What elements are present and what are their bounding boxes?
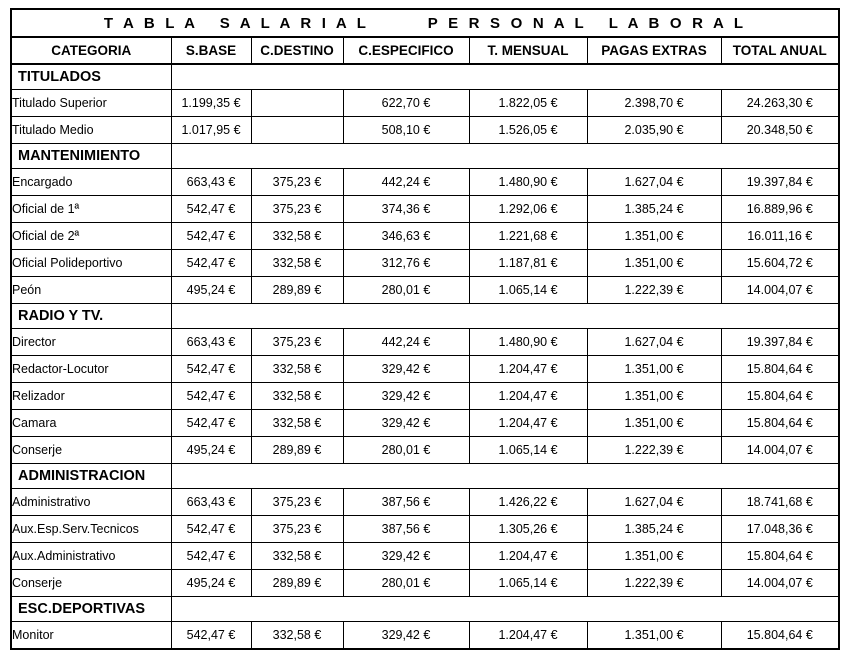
cell-sbase: 495,24 €: [171, 277, 251, 304]
cell-tmensual: 1.065,14 €: [469, 277, 587, 304]
cell-categoria: Titulado Medio: [11, 117, 171, 144]
cell-pagas: 1.385,24 €: [587, 196, 721, 223]
cell-cdestino: 332,58 €: [251, 223, 343, 250]
section-title-mantenimiento: MANTENIMIENTO: [11, 144, 171, 169]
cell-anual: 16.011,16 €: [721, 223, 839, 250]
cell-cdestino: 375,23 €: [251, 169, 343, 196]
cell-sbase: 1.199,35 €: [171, 90, 251, 117]
cell-tmensual: 1.292,06 €: [469, 196, 587, 223]
cell-sbase: 542,47 €: [171, 250, 251, 277]
cell-cespecifico: 329,42 €: [343, 543, 469, 570]
cell-cdestino: 332,58 €: [251, 383, 343, 410]
cell-pagas: 1.222,39 €: [587, 437, 721, 464]
cell-cespecifico: 387,56 €: [343, 516, 469, 543]
cell-cespecifico: 312,76 €: [343, 250, 469, 277]
document-title: [11, 9, 839, 37]
cell-anual: 20.348,50 €: [721, 117, 839, 144]
table-header-row: [11, 37, 839, 64]
column-header-sbase: S.BASE: [171, 37, 251, 64]
column-header-categoria: CATEGORIA: [11, 37, 171, 64]
cell-pagas: 1.627,04 €: [587, 329, 721, 356]
cell-cdestino: [251, 117, 343, 144]
cell-sbase: 542,47 €: [171, 356, 251, 383]
cell-cdestino: 289,89 €: [251, 277, 343, 304]
column-header-cdestino: C.DESTINO: [251, 37, 343, 64]
section-blank: [171, 144, 839, 169]
cell-categoria: Director: [11, 329, 171, 356]
cell-anual: 15.804,64 €: [721, 383, 839, 410]
cell-sbase: 663,43 €: [171, 169, 251, 196]
table-row: [11, 196, 839, 223]
cell-tmensual: 1.065,14 €: [469, 437, 587, 464]
cell-sbase: 663,43 €: [171, 329, 251, 356]
cell-sbase: 542,47 €: [171, 622, 251, 650]
section-header-row: [11, 597, 839, 622]
cell-pagas: 1.385,24 €: [587, 516, 721, 543]
salary-table: [10, 8, 840, 650]
table-row: [11, 383, 839, 410]
cell-categoria: Relizador: [11, 383, 171, 410]
table-row: [11, 622, 839, 650]
cell-categoria: Oficial de 1ª: [11, 196, 171, 223]
cell-categoria: Monitor: [11, 622, 171, 650]
cell-tmensual: 1.480,90 €: [469, 329, 587, 356]
column-header-total-anual: TOTAL ANUAL: [721, 37, 839, 64]
cell-categoria: Aux.Administrativo: [11, 543, 171, 570]
cell-pagas: 1.222,39 €: [587, 570, 721, 597]
cell-anual: 18.741,68 €: [721, 489, 839, 516]
cell-cdestino: 332,58 €: [251, 356, 343, 383]
cell-pagas: 1.351,00 €: [587, 543, 721, 570]
cell-anual: 16.889,96 €: [721, 196, 839, 223]
cell-tmensual: 1.065,14 €: [469, 570, 587, 597]
section-header-row: [11, 64, 839, 90]
table-title-row: [11, 9, 839, 37]
cell-sbase: 542,47 €: [171, 196, 251, 223]
cell-cdestino: 375,23 €: [251, 329, 343, 356]
section-title-titulados: TITULADOS: [11, 64, 171, 90]
cell-sbase: 495,24 €: [171, 570, 251, 597]
cell-pagas: 2.398,70 €: [587, 90, 721, 117]
column-header-pagas-extras: PAGAS EXTRAS: [587, 37, 721, 64]
cell-pagas: 1.351,00 €: [587, 250, 721, 277]
cell-tmensual: 1.305,26 €: [469, 516, 587, 543]
cell-sbase: 542,47 €: [171, 410, 251, 437]
cell-pagas: 1.222,39 €: [587, 277, 721, 304]
table-row: [11, 437, 839, 464]
cell-categoria: Aux.Esp.Serv.Tecnicos: [11, 516, 171, 543]
table-row: [11, 250, 839, 277]
cell-sbase: 542,47 €: [171, 223, 251, 250]
cell-cdestino: 332,58 €: [251, 250, 343, 277]
table-row: [11, 90, 839, 117]
cell-cdestino: 375,23 €: [251, 489, 343, 516]
cell-pagas: 1.351,00 €: [587, 410, 721, 437]
cell-sbase: 542,47 €: [171, 516, 251, 543]
cell-cespecifico: 622,70 €: [343, 90, 469, 117]
cell-pagas: 1.627,04 €: [587, 489, 721, 516]
cell-cdestino: 332,58 €: [251, 622, 343, 650]
table-row: [11, 169, 839, 196]
cell-categoria: Peón: [11, 277, 171, 304]
cell-cespecifico: 442,24 €: [343, 169, 469, 196]
cell-categoria: Encargado: [11, 169, 171, 196]
cell-anual: 17.048,36 €: [721, 516, 839, 543]
cell-sbase: 1.017,95 €: [171, 117, 251, 144]
cell-categoria: Conserje: [11, 437, 171, 464]
cell-cespecifico: 329,42 €: [343, 383, 469, 410]
cell-categoria: Redactor-Locutor: [11, 356, 171, 383]
cell-anual: 19.397,84 €: [721, 329, 839, 356]
cell-tmensual: 1.204,47 €: [469, 356, 587, 383]
cell-anual: 19.397,84 €: [721, 169, 839, 196]
salary-table-body: [11, 9, 839, 649]
cell-sbase: 495,24 €: [171, 437, 251, 464]
cell-tmensual: 1.221,68 €: [469, 223, 587, 250]
cell-tmensual: 1.204,47 €: [469, 383, 587, 410]
cell-cespecifico: 280,01 €: [343, 437, 469, 464]
cell-cdestino: 375,23 €: [251, 196, 343, 223]
cell-cespecifico: 329,42 €: [343, 410, 469, 437]
cell-cdestino: 375,23 €: [251, 516, 343, 543]
cell-anual: 14.004,07 €: [721, 570, 839, 597]
cell-cespecifico: 374,36 €: [343, 196, 469, 223]
cell-tmensual: 1.187,81 €: [469, 250, 587, 277]
table-row: [11, 543, 839, 570]
cell-anual: 14.004,07 €: [721, 277, 839, 304]
table-row: [11, 516, 839, 543]
cell-sbase: 663,43 €: [171, 489, 251, 516]
column-header-tmensual: T. MENSUAL: [469, 37, 587, 64]
cell-cdestino: 332,58 €: [251, 410, 343, 437]
cell-anual: 15.604,72 €: [721, 250, 839, 277]
cell-cdestino: [251, 90, 343, 117]
table-row: [11, 117, 839, 144]
cell-cespecifico: 280,01 €: [343, 570, 469, 597]
cell-categoria: Titulado Superior: [11, 90, 171, 117]
cell-tmensual: 1.822,05 €: [469, 90, 587, 117]
cell-categoria: Administrativo: [11, 489, 171, 516]
column-header-cespecifico: C.ESPECIFICO: [343, 37, 469, 64]
cell-categoria: Oficial de 2ª: [11, 223, 171, 250]
section-header-row: [11, 144, 839, 169]
cell-anual: 15.804,64 €: [721, 543, 839, 570]
cell-categoria: Camara: [11, 410, 171, 437]
section-blank: [171, 464, 839, 489]
table-row: [11, 489, 839, 516]
cell-pagas: 1.351,00 €: [587, 223, 721, 250]
section-header-row: [11, 304, 839, 329]
section-blank: [171, 597, 839, 622]
cell-pagas: 2.035,90 €: [587, 117, 721, 144]
cell-cdestino: 332,58 €: [251, 543, 343, 570]
cell-anual: 15.804,64 €: [721, 622, 839, 650]
cell-tmensual: 1.204,47 €: [469, 622, 587, 650]
section-header-row: [11, 464, 839, 489]
table-row: [11, 410, 839, 437]
cell-tmensual: 1.426,22 €: [469, 489, 587, 516]
cell-sbase: 542,47 €: [171, 383, 251, 410]
cell-cdestino: 289,89 €: [251, 437, 343, 464]
cell-anual: 14.004,07 €: [721, 437, 839, 464]
cell-tmensual: 1.480,90 €: [469, 169, 587, 196]
cell-cespecifico: 508,10 €: [343, 117, 469, 144]
table-row: [11, 223, 839, 250]
table-row: [11, 329, 839, 356]
table-row: [11, 277, 839, 304]
cell-cespecifico: 387,56 €: [343, 489, 469, 516]
cell-categoria: Conserje: [11, 570, 171, 597]
section-title-administracion: ADMINISTRACION: [11, 464, 171, 489]
cell-anual: 15.804,64 €: [721, 356, 839, 383]
cell-cespecifico: 329,42 €: [343, 622, 469, 650]
cell-cespecifico: 329,42 €: [343, 356, 469, 383]
section-title-esc-deportivas: ESC.DEPORTIVAS: [11, 597, 171, 622]
section-title-radio-tv: RADIO Y TV.: [11, 304, 171, 329]
cell-pagas: 1.351,00 €: [587, 383, 721, 410]
cell-cespecifico: 442,24 €: [343, 329, 469, 356]
section-blank: [171, 64, 839, 90]
cell-tmensual: 1.204,47 €: [469, 543, 587, 570]
cell-cespecifico: 346,63 €: [343, 223, 469, 250]
section-blank: [171, 304, 839, 329]
cell-pagas: 1.627,04 €: [587, 169, 721, 196]
table-row: [11, 570, 839, 597]
cell-cdestino: 289,89 €: [251, 570, 343, 597]
cell-anual: 15.804,64 €: [721, 410, 839, 437]
cell-pagas: 1.351,00 €: [587, 622, 721, 650]
cell-sbase: 542,47 €: [171, 543, 251, 570]
cell-pagas: 1.351,00 €: [587, 356, 721, 383]
cell-tmensual: 1.526,05 €: [469, 117, 587, 144]
cell-cespecifico: 280,01 €: [343, 277, 469, 304]
cell-categoria: Oficial Polideportivo: [11, 250, 171, 277]
document-title-text: T A B L A S A L A R I A L P E R S O N A L L A B O R A L: [103, 14, 747, 32]
cell-tmensual: 1.204,47 €: [469, 410, 587, 437]
table-row: [11, 356, 839, 383]
cell-anual: 24.263,30 €: [721, 90, 839, 117]
